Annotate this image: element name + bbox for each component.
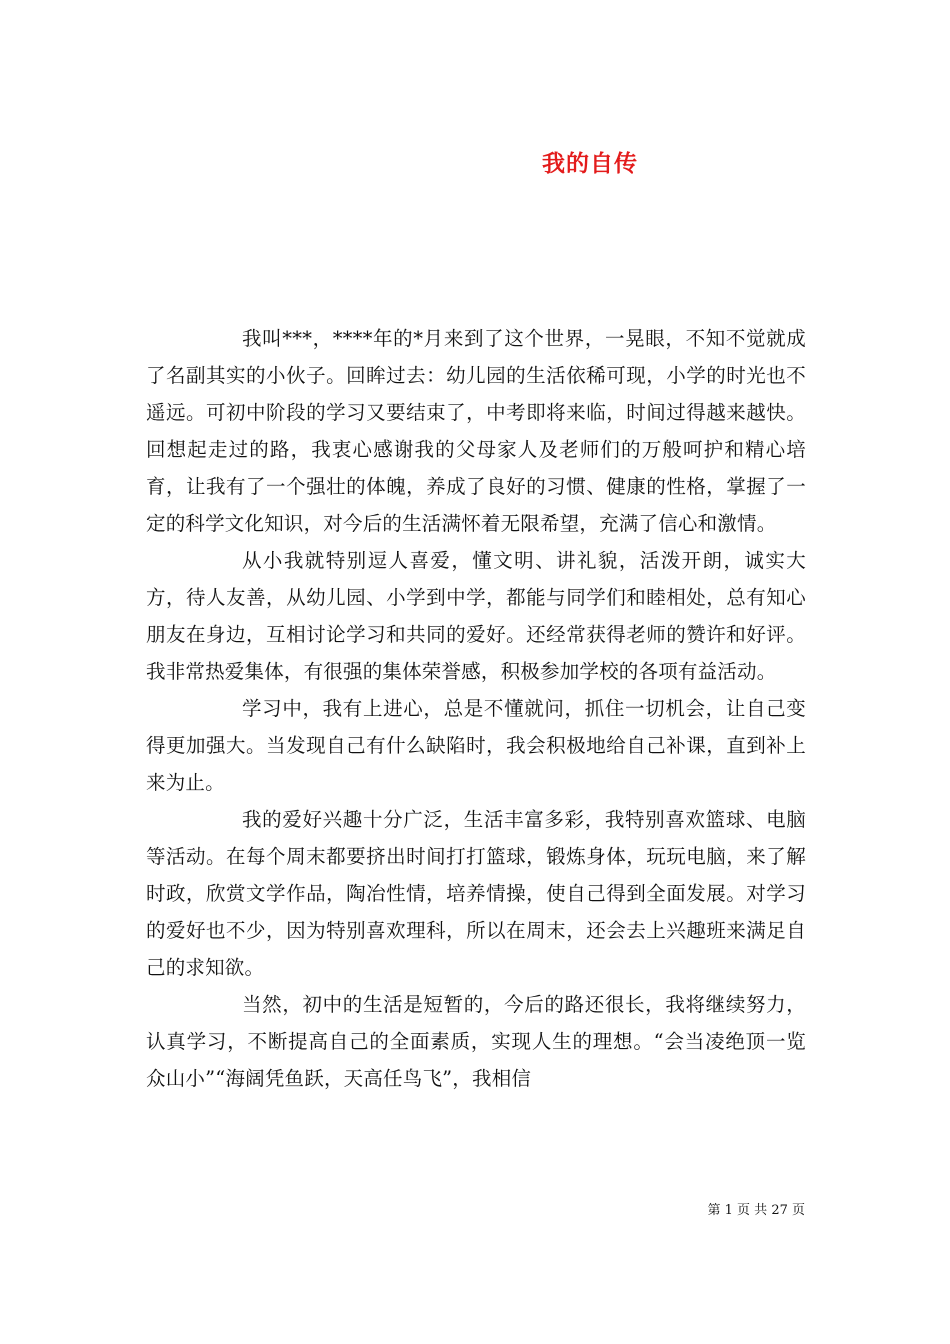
document-body: [146, 320, 806, 1097]
paragraph-1: 我叫***，****年的*月来到了这个世界，一晃眼，不知不觉就成了名副其实的小伙子。回眸过去：幼儿园的生活依稀可现，小学的时光也不遥远。可初中阶段的学习又要结束了，中考即将来临，时间过得越来越快。回想起走过的路，我衷心感谢我的父母家人及老师们的万般呵护和精心培育，让我有了一个强壮的体魄，养成了良好的习惯、健康的性格，掌握了一定的科学文化知识，对今后的生活满怀着无限希望，充满了信心和激情。: [146, 327, 806, 535]
page-number-footer: 第 1 页 共 27 页: [707, 1203, 805, 1218]
document-title: 我的自传: [542, 150, 638, 178]
paragraph-5: 当然，初中的生活是短暂的，今后的路还很长，我将继续努力，认真学习，不断提高自己的全面素质，实现人生的理想。“会当凌绝顶一览众山小”“海阔凭鱼跃，天高任鸟飞”，我相信: [146, 993, 806, 1090]
paragraph-2: 从小我就特别逗人喜爱，懂文明、讲礼貌，活泼开朗，诚实大方，待人友善，从幼儿园、小学到中学，都能与同学们和睦相处，总有知心朋友在身边，互相讨论学习和共同的爱好。还经常获得老师的赞许和好评。我非常热爱集体，有很强的集体荣誉感，积极参加学校的各项有益活动。: [146, 549, 806, 683]
paragraph-4: 我的爱好兴趣十分广泛，生活丰富多彩，我特别喜欢篮球、电脑等活动。在每个周末都要挤出时间打打篮球，锻炼身体，玩玩电脑，来了解时政，欣赏文学作品，陶冶性情，培养情操，使自己得到全面发展。对学习的爱好也不少，因为特别喜欢理科，所以在周末，还会去上兴趣班来满足自己的求知欲。: [146, 808, 806, 979]
paragraph-3: 学习中，我有上进心，总是不懂就问，抓住一切机会，让自己变得更加强大。当发现自己有什么缺陷时，我会积极地给自己补课，直到补上来为止。: [146, 697, 806, 794]
